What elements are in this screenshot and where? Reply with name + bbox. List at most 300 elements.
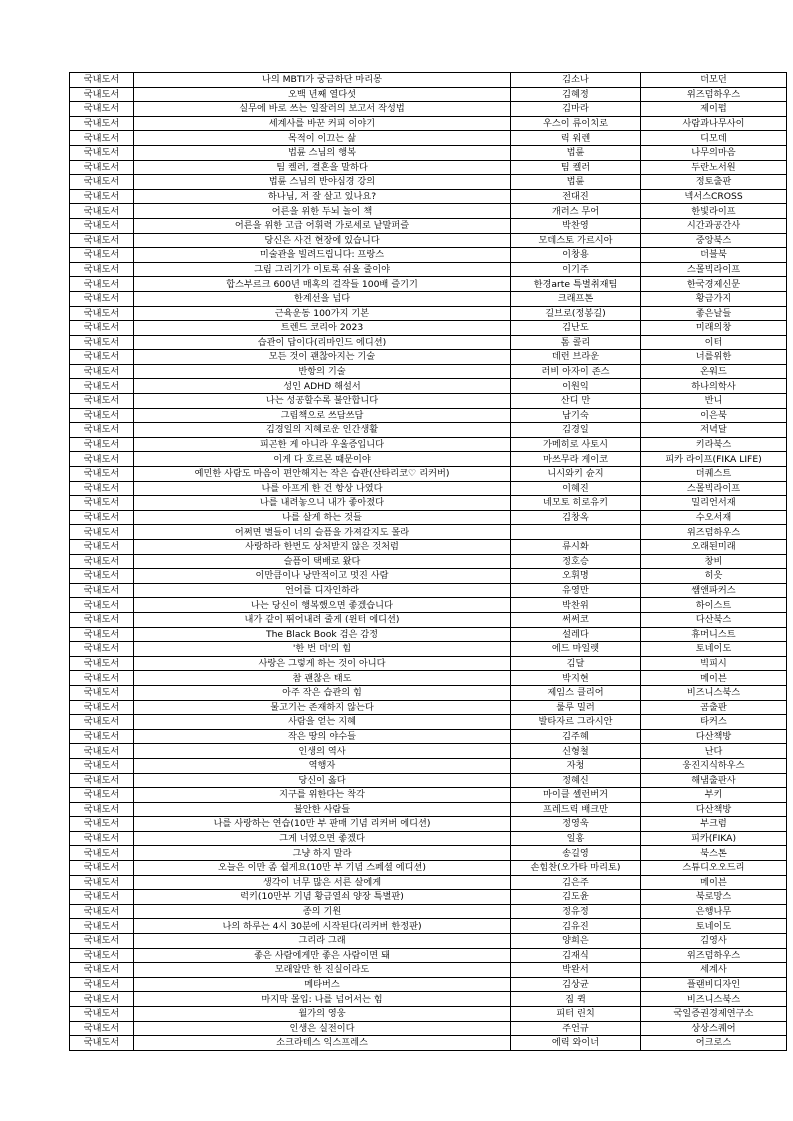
publisher-cell: 밀리언서재: [641, 496, 787, 511]
publisher-cell: 정토출판: [641, 175, 787, 190]
title-cell: 럭키(10만부 기념 황금열쇠 양장 특별판): [134, 890, 511, 905]
table-row: [70, 700, 787, 715]
table-row: [70, 758, 787, 773]
author-cell: 손힘찬(오가타 마리토): [511, 861, 641, 876]
publisher-cell: 다산책방: [641, 729, 787, 744]
category-cell: 국내도서: [70, 744, 134, 759]
publisher-cell: 휴머니스트: [641, 627, 787, 642]
author-cell: 김은주: [511, 875, 641, 890]
publisher-cell: 어크로스: [641, 1036, 787, 1051]
title-cell: 월가의 영웅: [134, 1007, 511, 1022]
table-row: [70, 642, 787, 657]
table-row: [70, 364, 787, 379]
author-cell: 프레드릭 배크만: [511, 802, 641, 817]
table-row: [70, 846, 787, 861]
title-cell: 당신은 사건 현장에 있습니다: [134, 233, 511, 248]
author-cell: 설레다: [511, 627, 641, 642]
category-cell: 국내도서: [70, 189, 134, 204]
author-cell: 이혜진: [511, 481, 641, 496]
author-cell: 김소나: [511, 73, 641, 88]
category-cell: 국내도서: [70, 715, 134, 730]
title-cell: 사랑하라 한번도 상처받지 않은 것처럼: [134, 540, 511, 555]
title-cell: 어른을 위한 고급 어휘력 가로세로 낱말퍼즐: [134, 218, 511, 233]
author-cell: 김혜정: [511, 87, 641, 102]
table-row: [70, 437, 787, 452]
category-cell: 국내도서: [70, 788, 134, 803]
author-cell: 오휘명: [511, 569, 641, 584]
author-cell: 에릭 와이너: [511, 1036, 641, 1051]
category-cell: 국내도서: [70, 306, 134, 321]
title-cell: 법륜 스님의 반야심경 강의: [134, 175, 511, 190]
author-cell: 크래프톤: [511, 291, 641, 306]
table-row: [70, 817, 787, 832]
category-cell: 국내도서: [70, 685, 134, 700]
category-cell: 국내도서: [70, 321, 134, 336]
table-row: [70, 102, 787, 117]
author-cell: 김재식: [511, 948, 641, 963]
table-row: [70, 671, 787, 686]
author-cell: 데런 브라운: [511, 350, 641, 365]
category-cell: 국내도서: [70, 831, 134, 846]
title-cell: 팀 켈러, 결혼을 말하다: [134, 160, 511, 175]
title-cell: 불안한 사람들: [134, 802, 511, 817]
author-cell: 자청: [511, 758, 641, 773]
category-cell: 국내도서: [70, 934, 134, 949]
title-cell: 그림 그리기가 이토록 쉬울 줄이야: [134, 262, 511, 277]
publisher-cell: 다산북스: [641, 612, 787, 627]
table-row: [70, 569, 787, 584]
publisher-cell: 북로망스: [641, 890, 787, 905]
title-cell: 오늘은 이만 좀 쉴게요(10만 부 기념 스페셜 에디션): [134, 861, 511, 876]
publisher-cell: 히읏: [641, 569, 787, 584]
category-cell: 국내도서: [70, 671, 134, 686]
author-cell: 김난도: [511, 321, 641, 336]
title-cell: 나를 사랑하는 연습(10만 부 판매 기념 리커버 에디션): [134, 817, 511, 832]
author-cell: 전대진: [511, 189, 641, 204]
author-cell: 제임스 클리어: [511, 685, 641, 700]
publisher-cell: 창비: [641, 554, 787, 569]
title-cell: 합스부르크 600년 매혹의 걸작들 100배 즐기기: [134, 277, 511, 292]
author-cell: 신형철: [511, 744, 641, 759]
author-cell: 니시와키 슌지: [511, 467, 641, 482]
author-cell: 박지현: [511, 671, 641, 686]
author-cell: 길브로(정봉길): [511, 306, 641, 321]
table-row: [70, 189, 787, 204]
table-row: [70, 583, 787, 598]
author-cell: 양희은: [511, 934, 641, 949]
category-cell: 국내도서: [70, 204, 134, 219]
title-cell: 오백 년째 열다섯: [134, 87, 511, 102]
title-cell: 그림책으로 쓰담쓰담: [134, 408, 511, 423]
title-cell: 나의 MBTI가 궁금하단 마리몽: [134, 73, 511, 88]
category-cell: 국내도서: [70, 496, 134, 511]
author-cell: 정영욱: [511, 817, 641, 832]
table-row: [70, 904, 787, 919]
category-cell: 국내도서: [70, 861, 134, 876]
table-row: [70, 612, 787, 627]
category-cell: 국내도서: [70, 350, 134, 365]
publisher-cell: 오래된미래: [641, 540, 787, 555]
author-cell: 김주혜: [511, 729, 641, 744]
author-cell: [511, 525, 641, 540]
publisher-cell: 더모던: [641, 73, 787, 88]
category-cell: 국내도서: [70, 175, 134, 190]
title-cell: The Black Book 검은 감정: [134, 627, 511, 642]
publisher-cell: 넥서스CROSS: [641, 189, 787, 204]
author-cell: 정혜신: [511, 773, 641, 788]
publisher-cell: 반니: [641, 394, 787, 409]
category-cell: 국내도서: [70, 977, 134, 992]
publisher-cell: 은행나무: [641, 904, 787, 919]
category-cell: 국내도서: [70, 875, 134, 890]
category-cell: 국내도서: [70, 773, 134, 788]
author-cell: 러비 아자이 존스: [511, 364, 641, 379]
author-cell: 마이클 셸런버거: [511, 788, 641, 803]
category-cell: 국내도서: [70, 948, 134, 963]
author-cell: 팀 켈러: [511, 160, 641, 175]
publisher-cell: 위즈덤하우스: [641, 525, 787, 540]
title-cell: 나의 하루는 4시 30분에 시작된다(리커버 한정판): [134, 919, 511, 934]
author-cell: 릭 워렌: [511, 131, 641, 146]
title-cell: 법륜 스님의 행복: [134, 145, 511, 160]
title-cell: 마지막 몰입: 나를 넘어서는 힘: [134, 992, 511, 1007]
publisher-cell: 미래의창: [641, 321, 787, 336]
author-cell: 박찬영: [511, 218, 641, 233]
table-row: [70, 394, 787, 409]
table-row: [70, 408, 787, 423]
table-row: [70, 861, 787, 876]
category-cell: 국내도서: [70, 1036, 134, 1051]
table-row: [70, 788, 787, 803]
category-cell: 국내도서: [70, 540, 134, 555]
publisher-cell: 세계사: [641, 963, 787, 978]
author-cell: 룰루 밀러: [511, 700, 641, 715]
category-cell: 국내도서: [70, 569, 134, 584]
category-cell: 국내도서: [70, 963, 134, 978]
table-row: [70, 131, 787, 146]
category-cell: 국내도서: [70, 218, 134, 233]
author-cell: 써써코: [511, 612, 641, 627]
author-cell: 김마라: [511, 102, 641, 117]
table-row: [70, 218, 787, 233]
table-row: [70, 321, 787, 336]
category-cell: 국내도서: [70, 423, 134, 438]
publisher-cell: 한국경제신문: [641, 277, 787, 292]
title-cell: 나는 성공할수록 불안합니다: [134, 394, 511, 409]
category-cell: 국내도서: [70, 510, 134, 525]
table-row: [70, 1007, 787, 1022]
publisher-cell: 피카 라이프(FIKA LIFE): [641, 452, 787, 467]
table-row: [70, 948, 787, 963]
title-cell: 지구를 위한다는 착각: [134, 788, 511, 803]
category-cell: 국내도서: [70, 656, 134, 671]
publisher-cell: 키라북스: [641, 437, 787, 452]
publisher-cell: 두란노서원: [641, 160, 787, 175]
author-cell: 마쓰무라 게이코: [511, 452, 641, 467]
title-cell: 어른을 위한 두뇌 놀이 책: [134, 204, 511, 219]
publisher-cell: 피카(FIKA): [641, 831, 787, 846]
title-cell: 하나님, 저 잘 살고 있나요?: [134, 189, 511, 204]
table-row: [70, 715, 787, 730]
title-cell: 모든 것이 괜찮아지는 기술: [134, 350, 511, 365]
table-row: [70, 510, 787, 525]
publisher-cell: 하이스트: [641, 598, 787, 613]
author-cell: 박찬위: [511, 598, 641, 613]
publisher-cell: 웅진지식하우스: [641, 758, 787, 773]
publisher-cell: 토네이도: [641, 919, 787, 934]
table-row: [70, 145, 787, 160]
publisher-cell: 너를위한: [641, 350, 787, 365]
publisher-cell: 쌤앤파커스: [641, 583, 787, 598]
category-cell: 국내도서: [70, 758, 134, 773]
title-cell: 소크라테스 익스프레스: [134, 1036, 511, 1051]
title-cell: 생각이 너무 많은 서른 살에게: [134, 875, 511, 890]
title-cell: 세계사를 바꾼 커피 이야기: [134, 116, 511, 131]
title-cell: 참 괜찮은 태도: [134, 671, 511, 686]
publisher-cell: 비즈니스북스: [641, 685, 787, 700]
title-cell: 미술관을 빌려드립니다: 프랑스: [134, 248, 511, 263]
publisher-cell: 이터: [641, 335, 787, 350]
author-cell: 가메히로 사토시: [511, 437, 641, 452]
publisher-cell: 시간과공간사: [641, 218, 787, 233]
author-cell: 이원익: [511, 379, 641, 394]
category-cell: 국내도서: [70, 1007, 134, 1022]
title-cell: 한계선을 넘다: [134, 291, 511, 306]
author-cell: 정호승: [511, 554, 641, 569]
table-row: [70, 1036, 787, 1051]
publisher-cell: 부키: [641, 788, 787, 803]
publisher-cell: 난다: [641, 744, 787, 759]
category-cell: 국내도서: [70, 131, 134, 146]
author-cell: 한경arte 특별취재팀: [511, 277, 641, 292]
publisher-cell: 더블북: [641, 248, 787, 263]
category-cell: 국내도서: [70, 992, 134, 1007]
title-cell: 목적이 이끄는 삶: [134, 131, 511, 146]
publisher-cell: 부크럼: [641, 817, 787, 832]
title-cell: 역행자: [134, 758, 511, 773]
category-cell: 국내도서: [70, 248, 134, 263]
table-row: [70, 685, 787, 700]
category-cell: 국내도서: [70, 1021, 134, 1036]
table-row: [70, 379, 787, 394]
title-cell: 이만큼이나 낭만적이고 멋진 사람: [134, 569, 511, 584]
table-row: [70, 963, 787, 978]
author-cell: 우스이 류이치로: [511, 116, 641, 131]
category-cell: 국내도서: [70, 291, 134, 306]
category-cell: 국내도서: [70, 408, 134, 423]
author-cell: 박완서: [511, 963, 641, 978]
table-row: [70, 729, 787, 744]
category-cell: 국내도서: [70, 379, 134, 394]
publisher-cell: 타커스: [641, 715, 787, 730]
category-cell: 국내도서: [70, 452, 134, 467]
table-row: [70, 175, 787, 190]
author-cell: 송길영: [511, 846, 641, 861]
publisher-cell: 플랜비디자인: [641, 977, 787, 992]
publisher-cell: 이은북: [641, 408, 787, 423]
category-cell: 국내도서: [70, 277, 134, 292]
author-cell: 개러스 무어: [511, 204, 641, 219]
category-cell: 국내도서: [70, 87, 134, 102]
author-cell: 김도윤: [511, 890, 641, 905]
category-cell: 국내도서: [70, 802, 134, 817]
table-row: [70, 452, 787, 467]
title-cell: 그리라 그래: [134, 934, 511, 949]
author-cell: 법륜: [511, 145, 641, 160]
title-cell: 이게 다 호르몬 때문이야: [134, 452, 511, 467]
author-cell: 짐 퀵: [511, 992, 641, 1007]
author-cell: 김상균: [511, 977, 641, 992]
category-cell: 국내도서: [70, 160, 134, 175]
publisher-cell: 온워드: [641, 364, 787, 379]
table-row: [70, 831, 787, 846]
title-cell: 작은 땅의 야수들: [134, 729, 511, 744]
title-cell: 슬픔이 택배로 왔다: [134, 554, 511, 569]
publisher-cell: 메이븐: [641, 875, 787, 890]
table-row: [70, 977, 787, 992]
table-row: [70, 992, 787, 1007]
table-row: [70, 277, 787, 292]
author-cell: 산디 만: [511, 394, 641, 409]
publisher-cell: 토네이도: [641, 642, 787, 657]
publisher-cell: 스튜디오오드리: [641, 861, 787, 876]
category-cell: 국내도서: [70, 335, 134, 350]
publisher-cell: 해냄출판사: [641, 773, 787, 788]
title-cell: 메타버스: [134, 977, 511, 992]
category-cell: 국내도서: [70, 481, 134, 496]
author-cell: 류시화: [511, 540, 641, 555]
publisher-cell: 나무의마음: [641, 145, 787, 160]
category-cell: 국내도서: [70, 919, 134, 934]
category-cell: 국내도서: [70, 73, 134, 88]
author-cell: 김경일: [511, 423, 641, 438]
publisher-cell: 곰출판: [641, 700, 787, 715]
table-row: [70, 262, 787, 277]
table-row: [70, 802, 787, 817]
category-cell: 국내도서: [70, 262, 134, 277]
category-cell: 국내도서: [70, 642, 134, 657]
author-cell: 모데스토 가르시아: [511, 233, 641, 248]
table-row: [70, 890, 787, 905]
author-cell: 에드 마일렛: [511, 642, 641, 657]
publisher-cell: 비즈니스북스: [641, 992, 787, 1007]
table-row: [70, 335, 787, 350]
table-row: [70, 773, 787, 788]
table-row: [70, 73, 787, 88]
publisher-cell: 상상스퀘어: [641, 1021, 787, 1036]
publisher-cell: 국일증권경제연구소: [641, 1007, 787, 1022]
publisher-cell: 하나의학사: [641, 379, 787, 394]
title-cell: 언어를 디자인하라: [134, 583, 511, 598]
table-row: [70, 160, 787, 175]
title-cell: 실무에 바로 쓰는 일잘러의 보고서 작성법: [134, 102, 511, 117]
publisher-cell: 황금가지: [641, 291, 787, 306]
table-row: [70, 656, 787, 671]
title-cell: 인생은 실전이다: [134, 1021, 511, 1036]
category-cell: 국내도서: [70, 729, 134, 744]
publisher-cell: 제이펍: [641, 102, 787, 117]
author-cell: 네모토 히로유키: [511, 496, 641, 511]
title-cell: 예민한 사람도 마음이 편안해지는 작은 습관(산타리코♡ 리커버): [134, 467, 511, 482]
table-row: [70, 598, 787, 613]
author-cell: 김창옥: [511, 510, 641, 525]
table-row: [70, 1021, 787, 1036]
title-cell: 반항의 기술: [134, 364, 511, 379]
author-cell: 김유진: [511, 919, 641, 934]
publisher-cell: 스몰빅라이프: [641, 262, 787, 277]
category-cell: 국내도서: [70, 554, 134, 569]
category-cell: 국내도서: [70, 890, 134, 905]
table-row: [70, 875, 787, 890]
category-cell: 국내도서: [70, 627, 134, 642]
title-cell: 나를 살게 하는 것들: [134, 510, 511, 525]
title-cell: 습관이 답이다(리마인드 에디션): [134, 335, 511, 350]
author-cell: 이창용: [511, 248, 641, 263]
title-cell: '한 번 더'의 힘: [134, 642, 511, 657]
table-row: [70, 350, 787, 365]
category-cell: 국내도서: [70, 145, 134, 160]
title-cell: 그게 너였으면 좋겠다: [134, 831, 511, 846]
author-cell: 유영만: [511, 583, 641, 598]
title-cell: 나는 당신이 행복했으면 좋겠습니다: [134, 598, 511, 613]
category-cell: 국내도서: [70, 116, 134, 131]
title-cell: 아주 작은 습관의 힘: [134, 685, 511, 700]
author-cell: 주언규: [511, 1021, 641, 1036]
category-cell: 국내도서: [70, 364, 134, 379]
publisher-cell: 다산책방: [641, 802, 787, 817]
category-cell: 국내도서: [70, 817, 134, 832]
publisher-cell: 메이븐: [641, 671, 787, 686]
table-row: [70, 627, 787, 642]
title-cell: 성인 ADHD 해설서: [134, 379, 511, 394]
category-cell: 국내도서: [70, 583, 134, 598]
title-cell: 좋은 사람에게만 좋은 사람이면 돼: [134, 948, 511, 963]
publisher-cell: 빅피시: [641, 656, 787, 671]
book-list-body: [70, 73, 787, 1051]
author-cell: 김달: [511, 656, 641, 671]
table-row: [70, 423, 787, 438]
title-cell: 인생의 역사: [134, 744, 511, 759]
title-cell: 물고기는 존재하지 않는다: [134, 700, 511, 715]
table-row: [70, 116, 787, 131]
table-row: [70, 496, 787, 511]
table-row: [70, 919, 787, 934]
publisher-cell: 스몰빅라이프: [641, 481, 787, 496]
author-cell: 남기숙: [511, 408, 641, 423]
publisher-cell: 중앙북스: [641, 233, 787, 248]
table-row: [70, 204, 787, 219]
author-cell: 톰 콜리: [511, 335, 641, 350]
title-cell: 종의 기원: [134, 904, 511, 919]
author-cell: 정유정: [511, 904, 641, 919]
table-row: [70, 554, 787, 569]
category-cell: 국내도서: [70, 612, 134, 627]
title-cell: 어쩌면 별들이 너의 슬픔을 가져갈지도 몰라: [134, 525, 511, 540]
publisher-cell: 디모데: [641, 131, 787, 146]
book-list-table: [69, 72, 787, 1051]
table-row: [70, 540, 787, 555]
publisher-cell: 더퀘스트: [641, 467, 787, 482]
category-cell: 국내도서: [70, 437, 134, 452]
title-cell: 근육운동 100가지 기본: [134, 306, 511, 321]
table-row: [70, 87, 787, 102]
category-cell: 국내도서: [70, 846, 134, 861]
title-cell: 피곤한 게 아니라 우울증입니다: [134, 437, 511, 452]
publisher-cell: 북스톤: [641, 846, 787, 861]
title-cell: 트렌드 코리아 2023: [134, 321, 511, 336]
title-cell: 사랑은 그렇게 하는 것이 아니다: [134, 656, 511, 671]
title-cell: 내가 같이 뛰어내려 줄게 (윈터 에디션): [134, 612, 511, 627]
